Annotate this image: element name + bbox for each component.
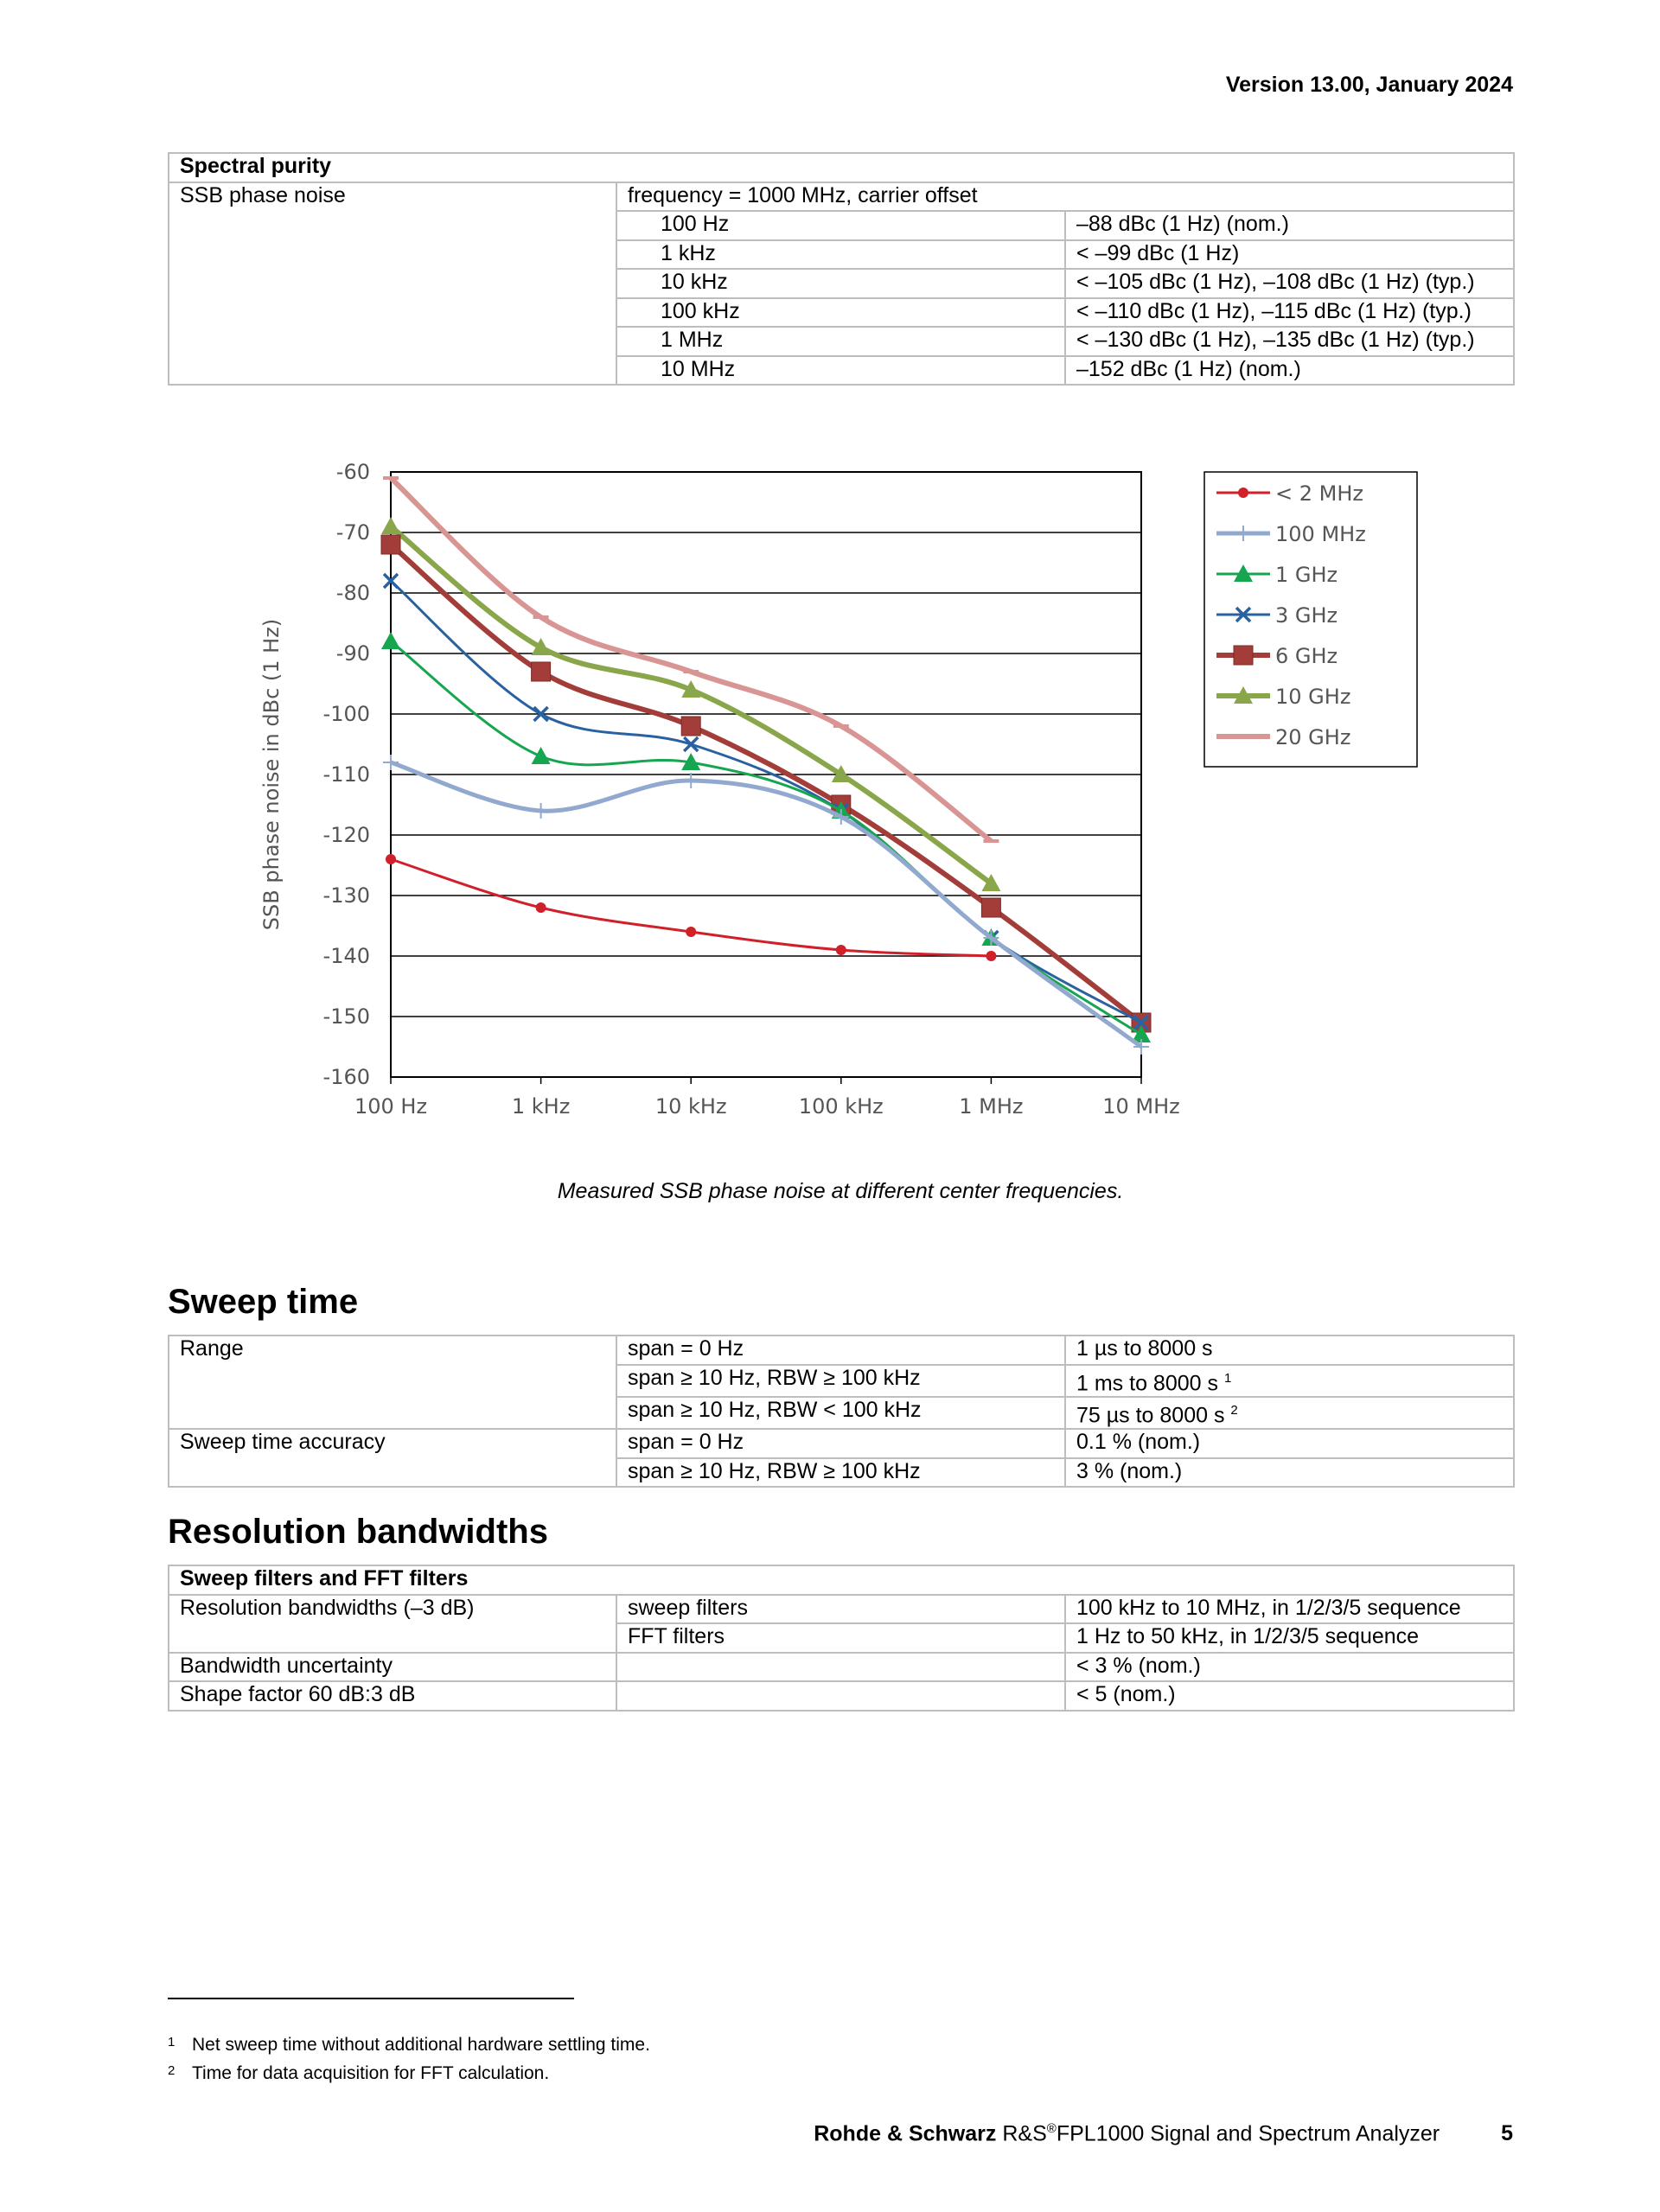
offset-cell: 10 kHz xyxy=(616,269,1065,298)
cond-cell: sweep filters xyxy=(616,1595,1065,1624)
data-point xyxy=(1234,646,1253,665)
data-point xyxy=(381,535,400,554)
footer-product-prefix: R&S xyxy=(1002,2121,1047,2146)
spectral-purity-table xyxy=(168,152,1515,386)
phase-noise-chart xyxy=(242,449,1418,1141)
value-cell: < –130 dBc (1 Hz), –135 dBc (1 Hz) (typ.) xyxy=(1065,327,1514,356)
cond-cell: span = 0 Hz xyxy=(616,1335,1065,1365)
page-number: 5 xyxy=(1501,2121,1513,2146)
registered-mark: ® xyxy=(1046,2121,1057,2136)
y-tick-label: -130 xyxy=(322,883,370,908)
data-point xyxy=(686,927,696,937)
offset-cell: 10 MHz xyxy=(616,356,1065,386)
empty-cell xyxy=(169,1458,616,1488)
footnote-2 xyxy=(168,2063,549,2084)
offset-cell: 1 MHz xyxy=(616,327,1065,356)
empty-cell xyxy=(169,1397,616,1429)
sweep-time-heading: Sweep time xyxy=(168,1283,359,1321)
y-tick-label: -70 xyxy=(335,520,370,545)
legend-label: 1 GHz xyxy=(1275,563,1338,587)
x-tick-label: 10 MHz xyxy=(1102,1094,1180,1119)
shape-factor-label: Shape factor 60 dB:3 dB xyxy=(169,1681,616,1711)
y-tick-label: -120 xyxy=(322,823,370,847)
version-label: Version 13.00, January 2024 xyxy=(1225,73,1513,97)
legend-label: 100 MHz xyxy=(1275,522,1366,546)
offset-cell: 100 kHz xyxy=(616,298,1065,328)
table-row xyxy=(169,1397,1514,1429)
legend-label: 3 GHz xyxy=(1275,603,1338,628)
table-row xyxy=(169,1429,1514,1458)
data-point xyxy=(836,945,846,955)
y-tick-label: -90 xyxy=(335,641,370,666)
value-cell: < –105 dBc (1 Hz), –108 dBc (1 Hz) (typ.) xyxy=(1065,269,1514,298)
footnote-ref: 2 xyxy=(1230,1402,1238,1418)
value-cell: 1 µs to 8000 s xyxy=(1065,1335,1514,1365)
chart-caption: Measured SSB phase noise at different center frequencies. xyxy=(557,1179,1124,1203)
cond-cell: span ≥ 10 Hz, RBW ≥ 100 kHz xyxy=(616,1458,1065,1488)
empty-cell xyxy=(169,1623,616,1653)
table-row xyxy=(169,1681,1514,1711)
value-cell: 100 kHz to 10 MHz, in 1/2/3/5 sequence xyxy=(1065,1595,1514,1624)
value-cell: < –110 dBc (1 Hz), –115 dBc (1 Hz) (typ.) xyxy=(1065,298,1514,328)
footnote-divider xyxy=(168,1998,574,1999)
footnote-text: Time for data acquisition for FFT calculation. xyxy=(192,2063,550,2083)
y-tick-label: -60 xyxy=(335,460,370,484)
sweep-accuracy-label: Sweep time accuracy xyxy=(169,1429,616,1458)
cond-cell: span ≥ 10 Hz, RBW < 100 kHz xyxy=(616,1397,1065,1429)
data-point xyxy=(532,662,551,681)
value-cell: –152 dBc (1 Hz) (nom.) xyxy=(1065,356,1514,386)
footnote-1 xyxy=(168,2035,650,2056)
table-row xyxy=(169,1458,1514,1488)
x-tick-label: 1 kHz xyxy=(511,1094,571,1119)
rbw-label: Resolution bandwidths (–3 dB) xyxy=(169,1595,616,1624)
x-tick-label: 10 kHz xyxy=(654,1094,727,1119)
footer-product: FPL1000 Signal and Spectrum Analyzer xyxy=(1056,2121,1440,2146)
data-point xyxy=(536,902,546,913)
value-cell: 0.1 % (nom.) xyxy=(1065,1429,1514,1458)
range-label: Range xyxy=(169,1335,616,1365)
value-cell: 3 % (nom.) xyxy=(1065,1458,1514,1488)
y-tick-label: -80 xyxy=(335,581,370,605)
legend-item xyxy=(1216,644,1338,668)
y-tick-label: -150 xyxy=(322,1004,370,1029)
table-row xyxy=(169,1653,1514,1682)
ssb-phase-noise-label: SSB phase noise xyxy=(169,182,616,386)
y-tick-label: -100 xyxy=(322,702,370,726)
y-axis-title: SSB phase noise in dBc (1 Hz) xyxy=(259,618,284,931)
table-row xyxy=(169,1623,1514,1653)
data-point xyxy=(681,717,700,736)
value-cell: < –99 dBc (1 Hz) xyxy=(1065,240,1514,270)
empty-cell xyxy=(616,1653,1065,1682)
legend-label: < 2 MHz xyxy=(1275,481,1363,506)
table-row xyxy=(169,1365,1514,1397)
footnote-number: 1 xyxy=(168,2035,176,2049)
page-footer xyxy=(814,2121,1513,2146)
footnote-number: 2 xyxy=(168,2063,176,2078)
value-cell: 1 ms to 8000 s $^1$ xyxy=(1065,1365,1514,1397)
legend-label: 6 GHz xyxy=(1275,644,1338,668)
data-point xyxy=(386,854,396,864)
value-cell: < 3 % (nom.) xyxy=(1065,1653,1514,1682)
sweep-fft-filters-title: Sweep filters and FFT filters xyxy=(169,1565,1514,1595)
footer-brand: Rohde & Schwarz xyxy=(814,2121,997,2146)
value-cell: –88 dBc (1 Hz) (nom.) xyxy=(1065,211,1514,240)
empty-cell xyxy=(169,1365,616,1397)
cond-cell: span ≥ 10 Hz, RBW ≥ 100 kHz xyxy=(616,1365,1065,1397)
value-cell: < 5 (nom.) xyxy=(1065,1681,1514,1711)
cond-cell: FFT filters xyxy=(616,1623,1065,1653)
cond-cell: span = 0 Hz xyxy=(616,1429,1065,1458)
table-row xyxy=(169,1595,1514,1624)
value-cell: 75 µs to 8000 s $^2$ xyxy=(1065,1397,1514,1429)
resolution-bandwidths-heading: Resolution bandwidths xyxy=(168,1513,548,1551)
table-row xyxy=(169,1335,1514,1365)
sweep-time-table xyxy=(168,1335,1515,1488)
footnote-ref: 1 xyxy=(1223,1370,1232,1386)
empty-cell xyxy=(616,1681,1065,1711)
data-point xyxy=(986,951,996,961)
offset-cell: 1 kHz xyxy=(616,240,1065,270)
y-tick-label: -160 xyxy=(322,1065,370,1089)
data-point xyxy=(1238,488,1248,498)
y-tick-label: -110 xyxy=(322,762,370,787)
value-cell: 1 Hz to 50 kHz, in 1/2/3/5 sequence xyxy=(1065,1623,1514,1653)
data-point xyxy=(981,898,1000,917)
legend-label: 10 GHz xyxy=(1275,685,1351,709)
frequency-condition: frequency = 1000 MHz, carrier offset xyxy=(616,182,1514,212)
spectral-purity-title: Spectral purity xyxy=(169,153,1514,182)
bw-uncertainty-label: Bandwidth uncertainty xyxy=(169,1653,616,1682)
resolution-bandwidths-table xyxy=(168,1565,1515,1712)
offset-cell: 100 Hz xyxy=(616,211,1065,240)
x-tick-label: 100 kHz xyxy=(798,1094,884,1119)
legend-label: 20 GHz xyxy=(1275,725,1351,749)
x-tick-label: 100 Hz xyxy=(354,1094,428,1119)
footnote-text: Net sweep time without additional hardware settling time. xyxy=(192,2035,650,2055)
y-tick-label: -140 xyxy=(322,944,370,968)
x-tick-label: 1 MHz xyxy=(959,1094,1024,1119)
